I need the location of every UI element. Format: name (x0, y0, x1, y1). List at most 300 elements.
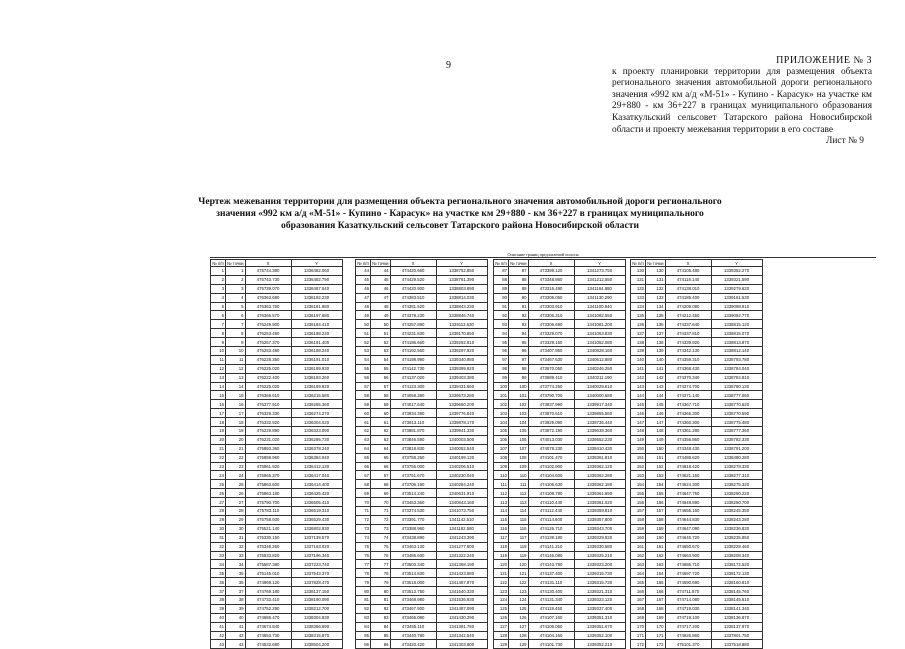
table-row (494, 275, 626, 284)
table-cell: 141 (631, 364, 646, 373)
table-cell: 474142.730 (390, 364, 436, 373)
table-cell: 474645.720 (665, 533, 711, 542)
table-row (211, 373, 343, 382)
table-cell: 66 (371, 462, 391, 471)
coordinate-table-4 (630, 259, 763, 649)
table-cell: 28 (226, 507, 246, 516)
table-cell: 1336802.930 (291, 524, 342, 533)
table-cell: 474337.810 (665, 329, 711, 338)
table-cell: 1338145.610 (711, 595, 762, 604)
table-cell: 66 (356, 462, 371, 471)
table-cell: 159 (631, 524, 646, 533)
table-cell: 151 (631, 453, 646, 462)
table-cell: 474342.130 (665, 347, 711, 356)
table-row (631, 622, 763, 631)
table-cell: 1341073.750 (436, 507, 487, 516)
table-row (494, 613, 626, 622)
table-cell: 1336191.010 (291, 355, 342, 364)
coordinate-tables (210, 252, 876, 647)
table-cell: 1341052.080 (574, 338, 625, 347)
table-cell: 473463.130 (390, 542, 436, 551)
table-cell: 1336215.580 (291, 391, 342, 400)
table-cell: 152 (646, 462, 666, 471)
table-row (211, 622, 343, 631)
table-cell: 82 (371, 604, 391, 613)
table-cell: 84 (371, 622, 391, 631)
table-row (631, 551, 763, 560)
table-row (211, 560, 343, 569)
table-row (356, 373, 488, 382)
table-cell: 1338315.870 (291, 631, 342, 640)
table-cell: 475959.960 (245, 453, 291, 462)
table-cell: 65 (356, 453, 371, 462)
table-cell: 98 (494, 364, 509, 373)
table-cell: 37 (226, 587, 246, 596)
table-row (631, 515, 763, 524)
table-row (211, 427, 343, 436)
table-cell: 73 (371, 524, 391, 533)
table-cell: 106 (494, 435, 509, 444)
table-cell: 474119.450 (528, 604, 574, 613)
table-cell: 474192.560 (390, 347, 436, 356)
table-row (356, 444, 488, 453)
table-cell: 78 (356, 569, 371, 578)
table-cell: 1339735.440 (574, 418, 625, 427)
table-cell: 473689.410 (528, 373, 574, 382)
table-cell: 1339330.680 (574, 542, 625, 551)
table-row (631, 578, 763, 587)
table-cell: 122 (509, 578, 529, 587)
table-row (494, 400, 626, 409)
table-cell: 1337163.020 (291, 542, 342, 551)
table-cell: 162 (631, 551, 646, 560)
table-cell: 148 (646, 427, 666, 436)
table-cell: 1338278.330 (711, 462, 762, 471)
table-row (631, 507, 763, 516)
table-cell: 125 (494, 604, 509, 613)
table-cell: 36 (226, 578, 246, 587)
table-row (631, 347, 763, 356)
table-cell: 1338843.230 (436, 302, 487, 311)
table-cell: 1339352.270 (711, 267, 762, 276)
table-cell: 1339352.210 (574, 640, 625, 649)
table-row (494, 347, 626, 356)
table-cell: 1336188.240 (291, 347, 342, 356)
table-cell: 474130.400 (528, 587, 574, 596)
table-cell: 65 (371, 453, 391, 462)
table-row (211, 640, 343, 649)
table-cell: 474137.400 (528, 569, 574, 578)
table-cell: 1339292.610 (436, 338, 487, 347)
table-cell: 75 (371, 542, 391, 551)
table-cell: 147 (646, 418, 666, 427)
table-row (211, 364, 343, 373)
table-cell: 137 (631, 329, 646, 338)
table-row (631, 604, 763, 613)
table-row (356, 453, 488, 462)
table-row (494, 293, 626, 302)
table-cell: 166 (646, 587, 666, 596)
table-cell: 474104.600 (528, 471, 574, 480)
table-cell: 158 (631, 515, 646, 524)
table-row (494, 418, 626, 427)
table-cell: 1338803.890 (436, 284, 487, 293)
table-cell: 88 (494, 275, 509, 284)
table-cell: 1340612.880 (574, 355, 625, 364)
table-cell: 20 (226, 435, 246, 444)
table-row (211, 453, 343, 462)
table-row (356, 631, 488, 640)
table-cell: 474212.450 (665, 311, 711, 320)
table-cell: 74 (356, 533, 371, 542)
table-cell: 22 (226, 453, 246, 462)
table-cell: 474752.290 (245, 604, 291, 613)
table-cell: 1340230.040 (436, 471, 487, 480)
table-cell: 473468.980 (390, 595, 436, 604)
table-cell: 474123.300 (390, 382, 436, 391)
table-row (356, 595, 488, 604)
table-cell: 128 (494, 631, 509, 640)
table-cell: 133 (646, 293, 666, 302)
table-cell: 1341430.290 (436, 613, 487, 622)
table-cell: 96 (494, 347, 509, 356)
table-cell: 474714.080 (665, 595, 711, 604)
table-cell: 1338504.200 (291, 640, 342, 649)
table-cell: 1339639.360 (574, 427, 625, 436)
table-row (631, 480, 763, 489)
table-cell: 473514.830 (390, 569, 436, 578)
table-cell: 39 (226, 604, 246, 613)
table-cell: 476253.490 (245, 329, 291, 338)
table-cell: 117 (509, 533, 529, 542)
table-row (356, 284, 488, 293)
table-cell: 171 (646, 631, 666, 640)
table-cell: 1338277.310 (711, 471, 762, 480)
table-cell: 1341100.840 (574, 302, 625, 311)
caption-divider (210, 257, 876, 258)
table-row (211, 400, 343, 409)
table-cell: 15 (226, 391, 246, 400)
table-cell: 24 (211, 471, 226, 480)
table-cell: 1337196.340 (291, 551, 342, 560)
table-cell: 474101.730 (528, 640, 574, 649)
table-cell: 473305.050 (528, 293, 574, 302)
table-cell: 473438.890 (390, 533, 436, 542)
column-header-n1: № п/п (212, 260, 224, 266)
table-cell: 52 (371, 338, 391, 347)
table-cell: 1341053.830 (574, 329, 625, 338)
page-number: 9 (446, 60, 451, 71)
table-row (494, 329, 626, 338)
table-cell: 473374.530 (390, 507, 436, 516)
table-cell: 476363.680 (245, 293, 291, 302)
table-cell: 11 (226, 355, 246, 364)
table-cell: 474356.860 (665, 435, 711, 444)
table-cell: 138 (631, 338, 646, 347)
table-row (356, 480, 488, 489)
table-cell: 1336295.730 (291, 435, 342, 444)
table-cell: 473706.190 (390, 480, 436, 489)
table-cell: 1341487.870 (436, 578, 487, 587)
table-cell: 63 (371, 435, 391, 444)
table-cell: 150 (631, 444, 646, 453)
table-cell: 475330.150 (245, 533, 291, 542)
table-cell: 474106.060 (528, 622, 574, 631)
table-cell: 1336191.400 (291, 338, 342, 347)
table-cell: 474733.410 (245, 595, 291, 604)
column-header-y: Y (291, 260, 342, 267)
table-cell: 60 (356, 409, 371, 418)
column-header-y: Y (436, 260, 487, 267)
table-cell: 474138.010 (665, 284, 711, 293)
table-cell: 26 (226, 489, 246, 498)
table-row (211, 507, 343, 516)
table-cell: 475863.180 (245, 489, 291, 498)
table-cell: 1336482.060 (291, 267, 342, 276)
table-cell: 57 (371, 382, 391, 391)
table-cell: 44 (356, 267, 371, 276)
table-cell: 13 (226, 373, 246, 382)
table-row (211, 587, 343, 596)
table-cell: 1338137.970 (711, 622, 762, 631)
table-cell: 1339351.310 (574, 613, 625, 622)
table-cell: 81 (371, 595, 391, 604)
table-row (494, 311, 626, 320)
table-row (211, 391, 343, 400)
table-cell: 160 (631, 533, 646, 542)
table-cell: 1339323.200 (574, 560, 625, 569)
table-cell: 475863.600 (245, 480, 291, 489)
table-cell: 50 (356, 320, 371, 329)
table-cell: 61 (356, 418, 371, 427)
table-cell: 90 (494, 293, 509, 302)
table-row (211, 382, 343, 391)
table-cell: 74 (371, 533, 391, 542)
table-cell: 13 (211, 373, 226, 382)
table-cell: 1339776.840 (436, 409, 487, 418)
table-cell: 95 (494, 338, 509, 347)
appendix-text: к проекту планировки территории для размещения объекта регионального значения автомобильной дороги регионального значения «992 км а/д «М-51» - Купино - Карасук» на участке км 29+880 - км 36+227 в границах муниципального образования Казаткульский сельсовет Татарского района Новосибирской области и проекту межевания территории в его составе (612, 66, 872, 135)
table-cell: 1338172.520 (711, 560, 762, 569)
table-cell: 40 (226, 613, 246, 622)
table-cell: 473420.420 (390, 640, 436, 649)
table-row (494, 444, 626, 453)
table-cell: 145 (631, 400, 646, 409)
table-cell: 1336378.240 (291, 444, 342, 453)
table-cell: 474339.920 (665, 338, 711, 347)
table-row (356, 293, 488, 302)
table-cell: 474420.660 (390, 267, 436, 276)
table-cell: 32 (226, 542, 246, 551)
table-cell: 1341130.290 (574, 293, 625, 302)
table-cell: 1339362.180 (574, 480, 625, 489)
table-cell: 474969.120 (245, 578, 291, 587)
table-cell: 1341082.550 (574, 311, 625, 320)
table-cell: 1338250.700 (711, 498, 762, 507)
table-cell: 474532.680 (245, 640, 291, 649)
table-cell: 110 (494, 471, 509, 480)
table-cell: 1339362.120 (574, 462, 625, 471)
table-cell: 75 (356, 542, 371, 551)
coordinate-table-1 (210, 259, 343, 649)
table-cell: 104 (509, 418, 529, 427)
table-cell: 1341182.580 (436, 524, 487, 533)
table-cell: 473870.510 (528, 409, 574, 418)
table-row (631, 418, 763, 427)
table-cell: 476222.400 (245, 373, 291, 382)
table-cell: 106 (509, 435, 529, 444)
table-cell: 8 (211, 329, 226, 338)
table-row (211, 462, 343, 471)
table-cell: 40 (211, 613, 226, 622)
table-cell: 68 (356, 480, 371, 489)
table-cell: 476231.020 (245, 435, 291, 444)
table-cell: 71 (356, 507, 371, 516)
table-row (494, 542, 626, 551)
table-cell: 93 (494, 320, 509, 329)
table-cell: 63 (356, 435, 371, 444)
table-cell: 10 (211, 347, 226, 356)
table-cell: 473503.340 (390, 560, 436, 569)
table-cell: 37 (211, 587, 226, 596)
table-row (211, 444, 343, 453)
table-cell: 473486.600 (390, 551, 436, 560)
table-cell: 1339279.620 (711, 284, 762, 293)
table-row (211, 409, 343, 418)
table-row (631, 453, 763, 462)
table-cell: 167 (631, 595, 646, 604)
table-cell: 29 (211, 515, 226, 524)
table-cell: 1336412.130 (291, 462, 342, 471)
table-cell: 142 (631, 373, 646, 382)
table-cell: 1337543.370 (291, 569, 342, 578)
table-cell: 1338770.590 (711, 409, 762, 418)
table-cell: 86 (356, 640, 371, 649)
table-cell: 475965.370 (245, 471, 291, 480)
table-cell: 144 (631, 391, 646, 400)
table-cell: 473846.590 (390, 435, 436, 444)
table-cell: 108 (494, 453, 509, 462)
table-cell: 474131.340 (528, 595, 574, 604)
table-cell: 1338145.760 (711, 587, 762, 596)
table-cell: 25 (211, 480, 226, 489)
table-cell: 1339357.800 (574, 515, 625, 524)
table-cell: 3 (226, 284, 246, 293)
table-cell: 1338356.690 (291, 622, 342, 631)
table-cell: 1340211.190 (574, 373, 625, 382)
table-cell: 162 (646, 551, 666, 560)
table-cell: 127 (509, 622, 529, 631)
table-row (356, 400, 488, 409)
table-row (356, 409, 488, 418)
table-row (356, 267, 488, 276)
table-cell: 473758.250 (390, 453, 436, 462)
table-row (494, 604, 626, 613)
table-cell: 6 (226, 311, 246, 320)
table-cell: 86 (371, 640, 391, 649)
table-cell: 54 (371, 355, 391, 364)
table-row (211, 551, 343, 560)
table-cell: 38 (226, 595, 246, 604)
table-cell: 135 (631, 311, 646, 320)
table-row (631, 560, 763, 569)
table-cell: 1341322.240 (436, 551, 487, 560)
column-header-y: Y (711, 260, 762, 267)
table-row (494, 498, 626, 507)
table-row (211, 471, 343, 480)
table-cell: 1339321.590 (711, 275, 762, 284)
table-row (356, 507, 488, 516)
table-cell: 163 (646, 560, 666, 569)
table-row (631, 382, 763, 391)
table-cell: 474488.620 (665, 453, 711, 462)
table-cell: 1339329.920 (574, 533, 625, 542)
table-cell: 62 (371, 427, 391, 436)
document-heading: Чертеж межевания территории для размещения объекта регионального значения автомобильной дороги регионального значения «992 км а/д «М-51» - Купино - Карасук» на участке км 29+880 - км 36+227 в границах муниципального образования Казаткульский сельсовет Татарского района Новосибирской области (198, 196, 722, 231)
table-cell: 475744.380 (245, 267, 291, 276)
table-cell: 1341423.980 (436, 569, 487, 578)
table-cell: 1340828.160 (574, 347, 625, 356)
table-row (631, 613, 763, 622)
table-cell: 1339325.210 (574, 551, 625, 560)
table-cell: 473774.250 (528, 382, 574, 391)
table-cell: 474231.830 (390, 329, 436, 338)
table-cell: 1340000.680 (574, 391, 625, 400)
table-row (494, 640, 626, 649)
table-cell: 1340206.510 (436, 462, 487, 471)
table-cell: 123 (494, 587, 509, 596)
table-row (211, 498, 343, 507)
table-cell: 67 (371, 471, 391, 480)
table-cell: 474105.480 (665, 267, 711, 276)
table-cell: 473934.380 (390, 409, 436, 418)
table-cell: 9 (211, 338, 226, 347)
table-cell: 25 (226, 480, 246, 489)
table-row (356, 320, 488, 329)
table-row (494, 631, 626, 640)
table-cell: 109 (494, 462, 509, 471)
table-caption: Описание границ предлагаемой полосы (507, 252, 579, 257)
table-row (211, 320, 343, 329)
table-cell: 119 (494, 551, 509, 560)
table-cell: 474926.860 (665, 631, 711, 640)
table-cell: 473818.830 (390, 444, 436, 453)
column-header-x: X (245, 260, 291, 267)
table-cell: 46 (356, 284, 371, 293)
table-cell: 59 (371, 400, 391, 409)
table-cell: 473391.770 (390, 515, 436, 524)
table-cell: 156 (631, 498, 646, 507)
table-cell: 474719.030 (665, 604, 711, 613)
table-cell: 70 (356, 498, 371, 507)
table-row (211, 569, 343, 578)
table-cell: 476377.910 (245, 400, 291, 409)
table-cell: 1338141.340 (711, 604, 762, 613)
table-cell: 103 (509, 409, 529, 418)
table-cell: 32 (211, 542, 226, 551)
table-cell: 61 (371, 418, 391, 427)
table-cell: 143 (631, 382, 646, 391)
table-cell: 1337828.470 (291, 578, 342, 587)
table-cell: 1338136.870 (711, 613, 762, 622)
table-cell: 133 (631, 293, 646, 302)
table-cell: 31 (211, 533, 226, 542)
table-row (631, 400, 763, 409)
table-row (356, 578, 488, 587)
table-cell: 1338815.120 (711, 320, 762, 329)
table-cell: 474383.510 (390, 293, 436, 302)
table-row (356, 462, 488, 471)
